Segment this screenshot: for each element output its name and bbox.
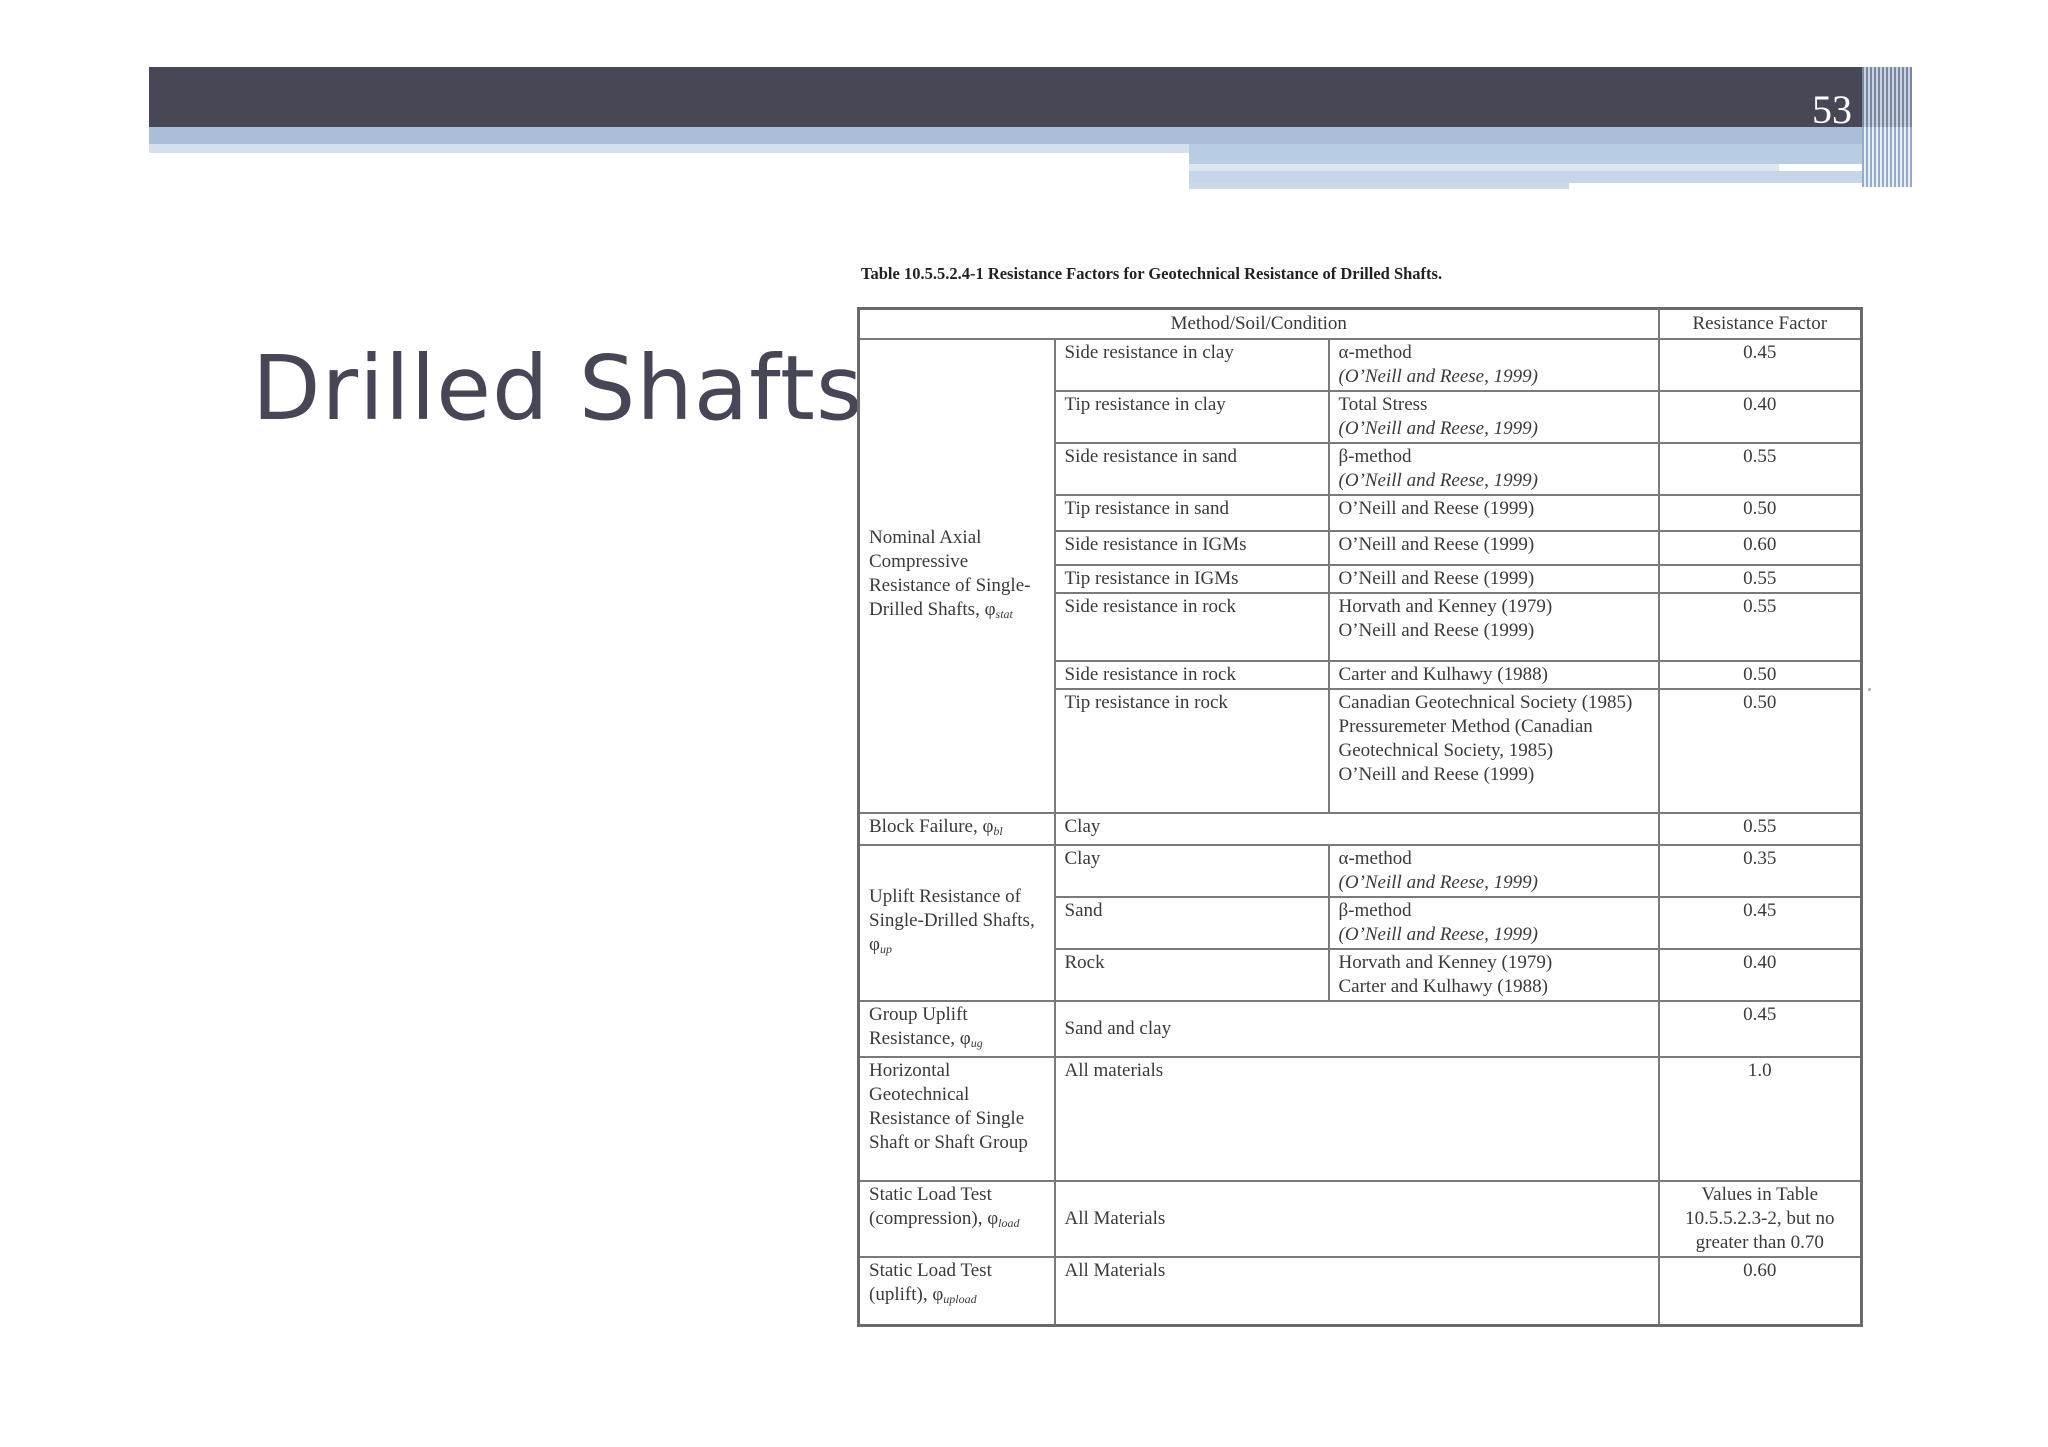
table-header-row [859, 309, 1862, 340]
table-row [859, 1001, 1862, 1057]
factor-cell: 0.55 [1659, 813, 1862, 845]
factor-cell: 0.60 [1659, 1257, 1862, 1325]
method-cell: Total Stress (O’Neill and Reese, 1999) [1329, 391, 1659, 443]
table-row [859, 845, 1862, 897]
group-label-static-uplift: Static Load Test (uplift), $\varphi_{upload}$ [859, 1257, 1055, 1325]
condition-cell: Tip resistance in clay [1055, 391, 1329, 443]
condition-cell: Tip resistance in rock [1055, 689, 1329, 813]
group-label-axial: Nominal Axial Compressive Resistance of Single-Drilled Shafts, $\varphi_{stat}$ [859, 339, 1055, 813]
condition-cell: Rock [1055, 949, 1329, 1001]
condition-cell: Sand [1055, 897, 1329, 949]
header-pattern-dark [1862, 67, 1912, 127]
header-stripe [1189, 164, 1779, 171]
condition-cell: Side resistance in rock [1055, 593, 1329, 661]
factor-cell: 0.35 [1659, 845, 1862, 897]
table-row [859, 339, 1862, 391]
factor-cell: 0.55 [1659, 593, 1862, 661]
condition-cell: Clay [1055, 845, 1329, 897]
method-cell: β-method (O’Neill and Reese, 1999) [1329, 897, 1659, 949]
method-cell: α-method (O’Neill and Reese, 1999) [1329, 339, 1659, 391]
factor-cell: 1.0 [1659, 1057, 1862, 1181]
method-cell: O’Neill and Reese (1999) [1329, 495, 1659, 531]
header-stripe [1189, 144, 1911, 164]
method-cell: Horvath and Kenney (1979) Carter and Kulhawy (1988) [1329, 949, 1659, 1001]
table-caption: Table 10.5.5.2.4-1 Resistance Factors for Geotechnical Resistance of Drilled Shafts. [861, 264, 1443, 283]
group-label-horizontal: Horizontal Geotechnical Resistance of Single Shaft or Shaft Group [859, 1057, 1055, 1181]
method-cell: Carter and Kulhawy (1988) [1329, 661, 1659, 689]
header-bar [149, 67, 1911, 127]
condition-cell: Clay [1055, 813, 1659, 845]
group-label-static-compression: Static Load Test (compression), $\varphi_{load}$ [859, 1181, 1055, 1257]
factor-cell: 0.50 [1659, 495, 1862, 531]
factor-cell: 0.60 [1659, 531, 1862, 565]
header-factor: Resistance Factor [1659, 309, 1862, 340]
condition-cell: Tip resistance in IGMs [1055, 565, 1329, 593]
condition-cell: All Materials [1055, 1257, 1659, 1325]
factor-cell: 0.45 [1659, 897, 1862, 949]
table-row [859, 1057, 1862, 1181]
group-label-block: Block Failure, $\varphi_{bl}$ [859, 813, 1055, 845]
factor-cell: 0.55 [1659, 443, 1862, 495]
factor-cell: 0.50 [1659, 661, 1862, 689]
table-row [859, 813, 1862, 845]
resistance-factor-table [857, 307, 1863, 1327]
group-label-group-uplift: Group Uplift Resistance, $\varphi_{ug}$ [859, 1001, 1055, 1057]
header-stripe [149, 144, 1189, 153]
page-number: 53 [1812, 87, 1852, 132]
header-condition: Method/Soil/Condition [859, 309, 1659, 340]
condition-cell: Side resistance in IGMs [1055, 531, 1329, 565]
method-cell: O’Neill and Reese (1999) [1329, 531, 1659, 565]
method-cell: Canadian Geotechnical Society (1985) Pressuremeter Method (Canadian Geotechnical Society, 1985) O’Neill and Reese (1999) [1329, 689, 1659, 813]
factor-cell: 0.40 [1659, 391, 1862, 443]
method-cell: O’Neill and Reese (1999) [1329, 565, 1659, 593]
method-cell: Horvath and Kenney (1979) O’Neill and Reese (1999) [1329, 593, 1659, 661]
condition-cell: Side resistance in rock [1055, 661, 1329, 689]
condition-cell: Sand and clay [1055, 1001, 1659, 1057]
condition-cell: Tip resistance in sand [1055, 495, 1329, 531]
group-label-uplift: Uplift Resistance of Single-Drilled Shafts, $\varphi_{up}$ [859, 845, 1055, 1001]
factor-cell: 0.50 [1659, 689, 1862, 813]
factor-cell: 0.45 [1659, 339, 1862, 391]
header-stripe [149, 127, 1911, 144]
slide-title: Drilled Shafts [252, 336, 864, 440]
header-stripe [1189, 183, 1569, 189]
condition-cell: Side resistance in clay [1055, 339, 1329, 391]
stray-mark [1868, 688, 1871, 691]
table-row [859, 1181, 1862, 1257]
table-row [859, 1257, 1862, 1325]
condition-cell: Side resistance in sand [1055, 443, 1329, 495]
condition-cell: All Materials [1055, 1181, 1659, 1257]
factor-cell: 0.55 [1659, 565, 1862, 593]
factor-cell: 0.40 [1659, 949, 1862, 1001]
factor-cell: Values in Table 10.5.5.2.3-2, but no greater than 0.70 [1659, 1181, 1862, 1257]
method-cell: β-method (O’Neill and Reese, 1999) [1329, 443, 1659, 495]
method-cell: α-method (O’Neill and Reese, 1999) [1329, 845, 1659, 897]
condition-cell: All materials [1055, 1057, 1659, 1181]
factor-cell: 0.45 [1659, 1001, 1862, 1057]
header-stripe [1189, 171, 1911, 183]
